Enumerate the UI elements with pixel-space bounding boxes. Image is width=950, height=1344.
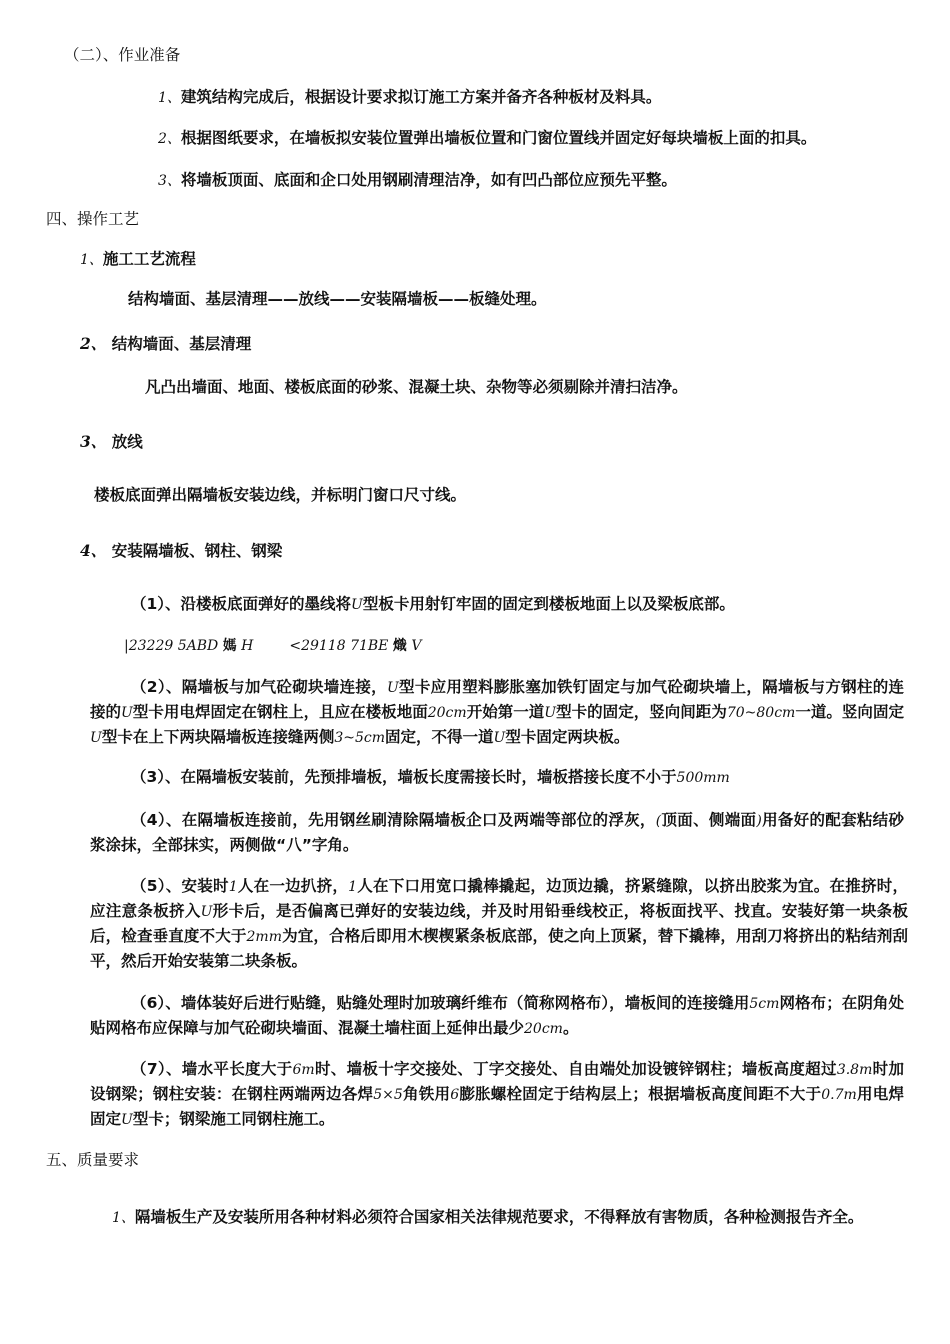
prep-item-3: 3、将墙板顶面、底面和企口处用钢刷清理洁净，如有凹凸部位应预先平整。 xyxy=(158,171,677,189)
step-3-title: 3、 放线 xyxy=(80,432,143,451)
section-heading-quality: 五、质量要求 xyxy=(46,1151,140,1169)
step-2-body: 凡凸出墙面、地面、楼板底面的砂浆、混凝土块、杂物等必须剔除并清扫洁净。 xyxy=(145,378,688,396)
install-item-5: （5）、安装时1人在一边扒挤，1人在下口用宽口撬棒撬起，边顶边撬，挤紧缝隙，以挤出胶浆为宜。在推挤时，应注意条板挤入U形卡后，是否偏离已弹好的安装边线，并及时用铅垂线校正，将板面找平、找直。安装好第一块条板后，检查垂直度不大于2mm为宜，合格后即用木楔楔紧条板底部，使之向上顶紧，替下撬棒，用刮刀将挤出的粘结剂刮平，然后开始安装第二块条板。 xyxy=(90,877,908,970)
section-heading-process: 四、操作工艺 xyxy=(46,210,140,228)
quality-item-1: 1、隔墙板生产及安装所用各种材料必须符合国家相关法律规范要求，不得释放有害物质，各种检测报告齐全。 xyxy=(112,1208,864,1226)
install-item-1: （1）、沿楼板底面弹好的墨线将U型板卡用射钉牢固的固定到楼板地面上以及梁板底部。 xyxy=(131,595,735,613)
step-1-body: 结构墙面、基层清理——放线——安装隔墙板——板缝处理。 xyxy=(128,290,547,308)
install-item-4: （4）、在隔墙板连接前，先用钢丝刷清除隔墙板企口及两端等部位的浮灰，(顶面、侧端面)用备好的配套粘结砂浆涂抹，全部抹实，两侧做“八”字角。 xyxy=(90,811,904,854)
install-item-3: （3）、在隔墙板安装前，先预排墙板，墙板长度需接长时，墙板搭接长度不小于500mm xyxy=(131,768,730,786)
prep-item-1: 1、建筑结构完成后，根据设计要求拟订施工方案并备齐各种板材及料具。 xyxy=(158,88,662,106)
prep-item-2: 2、根据图纸要求，在墙板拟安装位置弹出墙板位置和门窗位置线并固定好每块墙板上面的扣具。 xyxy=(158,129,817,147)
install-item-2: （2）、隔墙板与加气砼砌块墙连接，U型卡应用塑料膨胀塞加铁钉固定与加气砼砌块墙上，隔墙板与方钢柱的连接的U型卡用电焊固定在钢柱上，且应在楼板地面20cm开始第一道U型卡的固定，竖向间距为70~80cm一道。竖向固定U型卡在上下两块隔墙板连接缝两侧3~5cm固定，不得一道U型卡固定两块板。 xyxy=(90,678,904,746)
step-4-title: 4、 安装隔墙板、钢柱、钢梁 xyxy=(80,541,283,560)
step-1-title: 1、施工工艺流程 xyxy=(80,250,196,268)
install-item-6: （6）、墙体装好后进行贴缝，贴缝处理时加玻璃纤维布（简称网格布），墙板间的连接缝用5cm网格布；在阴角处贴网格布应保障与加气砼砌块墙面、混凝土墙柱面上延伸出最少20cm。 xyxy=(90,994,904,1037)
step-2-title: 2、 结构墙面、基层清理 xyxy=(80,334,252,353)
step-3-body: 楼板底面弹出隔墙板安装边线，并标明门窗口尺寸线。 xyxy=(94,486,467,504)
install-item-7: （7）、墙水平长度大于6m时、墙板十字交接处、丁字交接处、自由端处加设镀锌钢柱；墙板高度超过3.8m时加设钢梁；钢柱安装：在钢柱两端两边各焊5×5角铁用6膨胀螺栓固定于结构层上；根据墙板高度间距不大于0.7m用电焊固定U型卡；钢梁施工同钢柱施工。 xyxy=(90,1060,904,1128)
code-line: |23229 5ABD 媽 H <29118 71BE 熾 V xyxy=(124,638,422,654)
section-heading-prep: （二）、作业准备 xyxy=(64,46,181,64)
